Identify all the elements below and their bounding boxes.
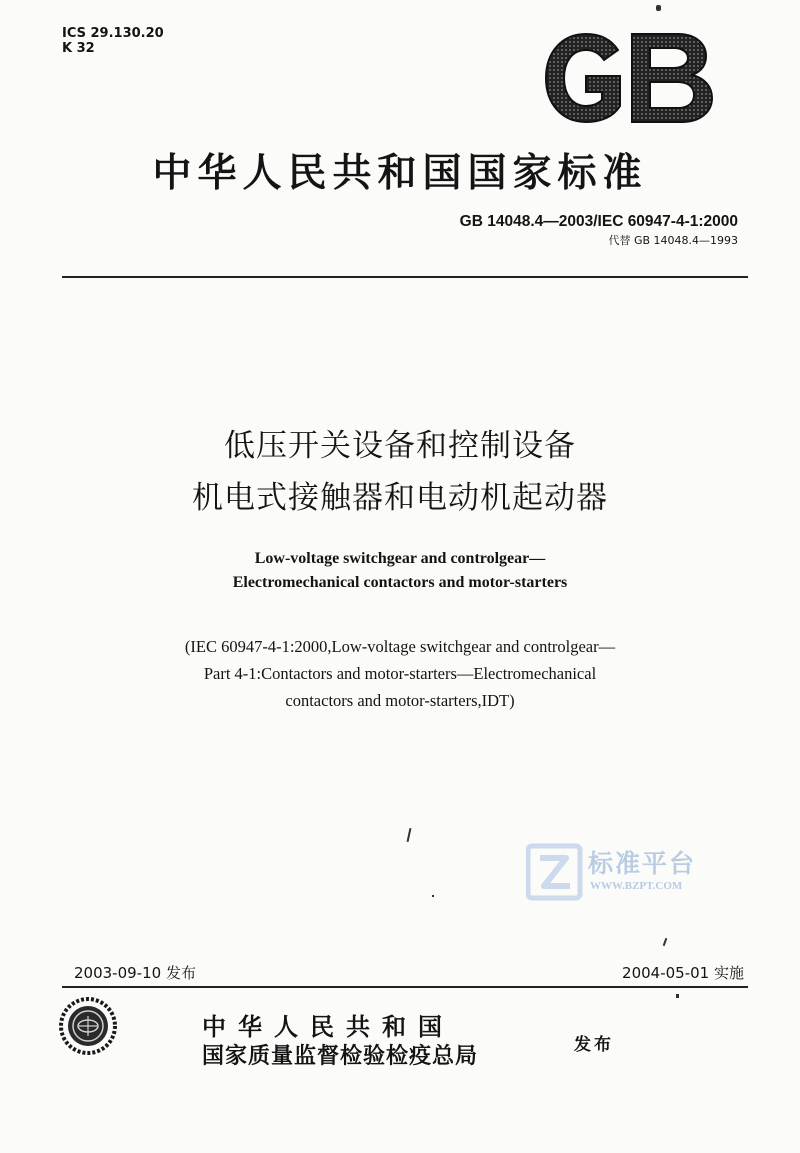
scan-speck	[432, 895, 434, 897]
iec-reference	[0, 633, 800, 714]
issue-date: 2003-09-10 发布	[74, 964, 196, 982]
scan-speck	[407, 828, 412, 842]
publish-label: 发布	[574, 1035, 614, 1055]
scan-speck	[663, 938, 668, 946]
header-divider	[62, 276, 748, 278]
watermark-text: 标准平台	[588, 849, 697, 878]
chinese-title-line-1: 低压开关设备和控制设备	[224, 428, 576, 464]
english-title-line-2: Electromechanical contactors and motor-starters	[232, 574, 568, 591]
ccs-code: K 32	[62, 41, 95, 56]
publisher-line-2: 国家质量监督检验检疫总局	[202, 1044, 479, 1069]
gb-logo	[540, 28, 716, 128]
iec-reference-line-2: Part 4-1:Contactors and motor-starters—Electromechanical	[203, 664, 597, 683]
scan-speck	[676, 994, 679, 998]
replaced-standard: 代替 GB 14048.4—1993	[608, 234, 738, 247]
ics-code: ICS 29.130.20	[62, 26, 164, 41]
standard-number-block	[460, 213, 738, 248]
watermark-url: WWW.BZPT.COM	[590, 880, 683, 892]
iec-reference-line-3: contactors and motor-starters,IDT)	[285, 691, 515, 710]
chinese-title-line-2: 机电式接触器和电动机起动器	[192, 480, 608, 516]
iec-reference-line-1: (IEC 60947-4-1:2000,Low-voltage switchgear and controlgear—	[184, 637, 616, 656]
footer-divider	[62, 986, 748, 988]
national-standard-title: 中华人民共和国国家标准	[152, 150, 648, 196]
chinese-title	[0, 420, 800, 524]
classification-codes	[62, 26, 164, 56]
publisher	[202, 1012, 478, 1072]
implementation-date: 2004-05-01 实施	[622, 964, 744, 982]
publisher-line-1: 中华人民共和国	[202, 1012, 454, 1041]
standard-number: GB 14048.4—2003/IEC 60947-4-1:2000	[459, 213, 738, 230]
seal-emblem-icon	[58, 996, 118, 1056]
english-title-line-1: Low-voltage switchgear and controlgear—	[254, 550, 546, 567]
english-title	[0, 547, 800, 595]
scan-speck	[656, 5, 661, 11]
